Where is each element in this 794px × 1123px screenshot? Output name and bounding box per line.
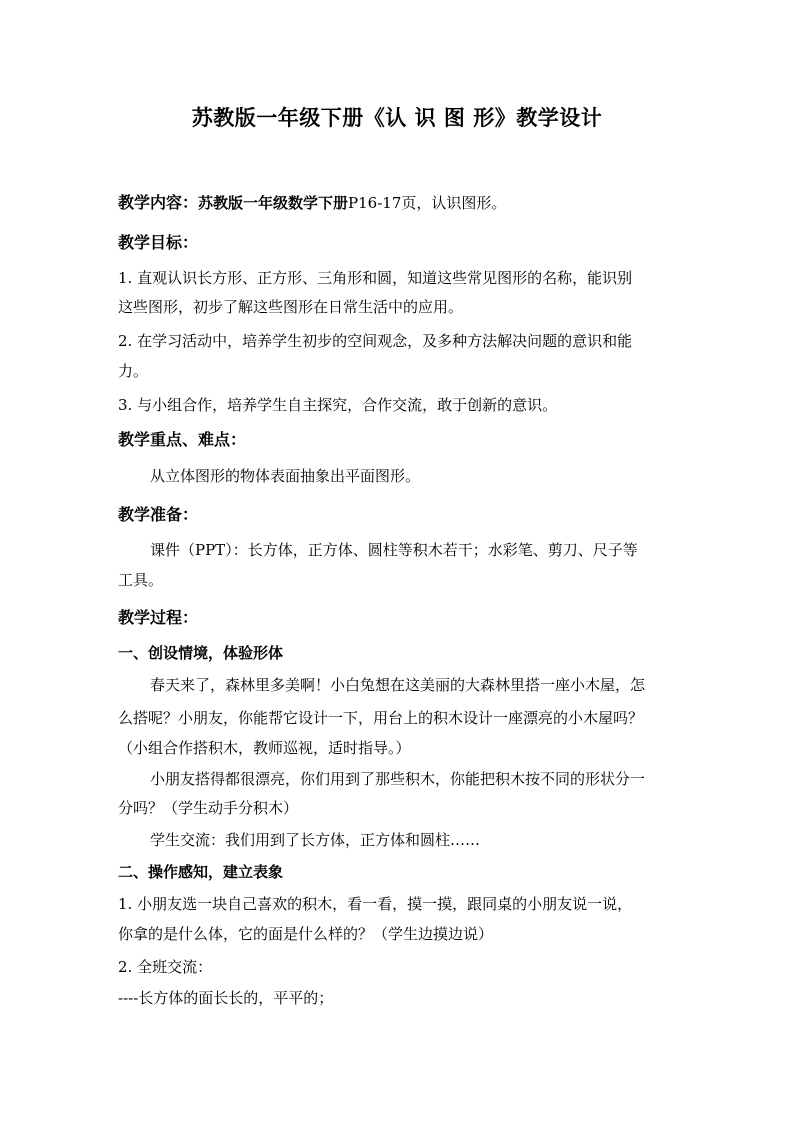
prep-text: 工具。 [118,571,164,589]
content-rest: P16-17页，认识图形。 [348,194,507,212]
paragraph-line: 学生交流：我们用到了长方体，正方体和圆柱…… [150,831,481,849]
keypoints-text: 从立体图形的物体表面抽象出平面图形。 [150,467,421,485]
section-heading: 二、操作感知，建立表象 [118,863,284,881]
objectives-heading: 教学目标： [118,233,199,252]
prep-text: 课件（PPT）：长方体，正方体、圆柱等积木若干；水彩笔、剪刀、尺子等 [150,541,638,559]
content-label: 教学内容： [118,193,199,212]
paragraph-line: ----长方体的面长长的，平平的； [118,989,334,1007]
paragraph-line: 么搭呢？小朋友，你能帮它设计一下，用台上的积木设计一座漂亮的小木屋吗？ [118,709,644,727]
paragraph-line: 1. 小朋友选一块自己喜欢的积木，看一看，摸一摸，跟同桌的小朋友说一说， [118,895,633,913]
paragraph-line: 分吗？（学生动手分积木） [118,799,299,817]
keypoints-heading: 教学重点、难点： [118,430,247,449]
document-title: 苏教版一年级下册《认 识 图 形》教学设计 [191,105,603,130]
objective-line: 这些图形，初步了解这些图形在日常生活中的应用。 [118,298,464,316]
objective-line: 3. 与小组合作，培养学生自主探究，合作交流，敢于创新的意识。 [118,396,558,414]
paragraph-line: （小组合作搭积木，教师巡视，适时指导。） [118,739,411,757]
section-heading: 一、创设情境，体验形体 [118,644,284,662]
objective-line: 1. 直观认识长方形、正方形、三角形和圆，知道这些常见图形的名称，能识别 [118,269,633,287]
paragraph-line: 春天来了，森林里多美啊！小白兔想在这美丽的大森林里搭一座小木屋，怎 [150,676,646,694]
paragraph-line: 2. 全班交流： [118,958,213,976]
content-bold: 苏教版一年级数学下册 [198,194,349,212]
paragraph-line: 小朋友搭得都很漂亮，你们用到了那些积木，你能把积木按不同的形状分一 [150,770,646,788]
prep-heading: 教学准备： [118,505,199,524]
objective-line: 力。 [118,362,149,380]
paragraph-line: 你拿的是什么体，它的面是什么样的？（学生边摸边说） [118,925,494,943]
content-line [118,193,506,213]
objective-line: 2. 在学习活动中，培养学生初步的空间观念，及多种方法解决问题的意识和能 [118,332,633,350]
process-heading: 教学过程： [118,608,199,627]
